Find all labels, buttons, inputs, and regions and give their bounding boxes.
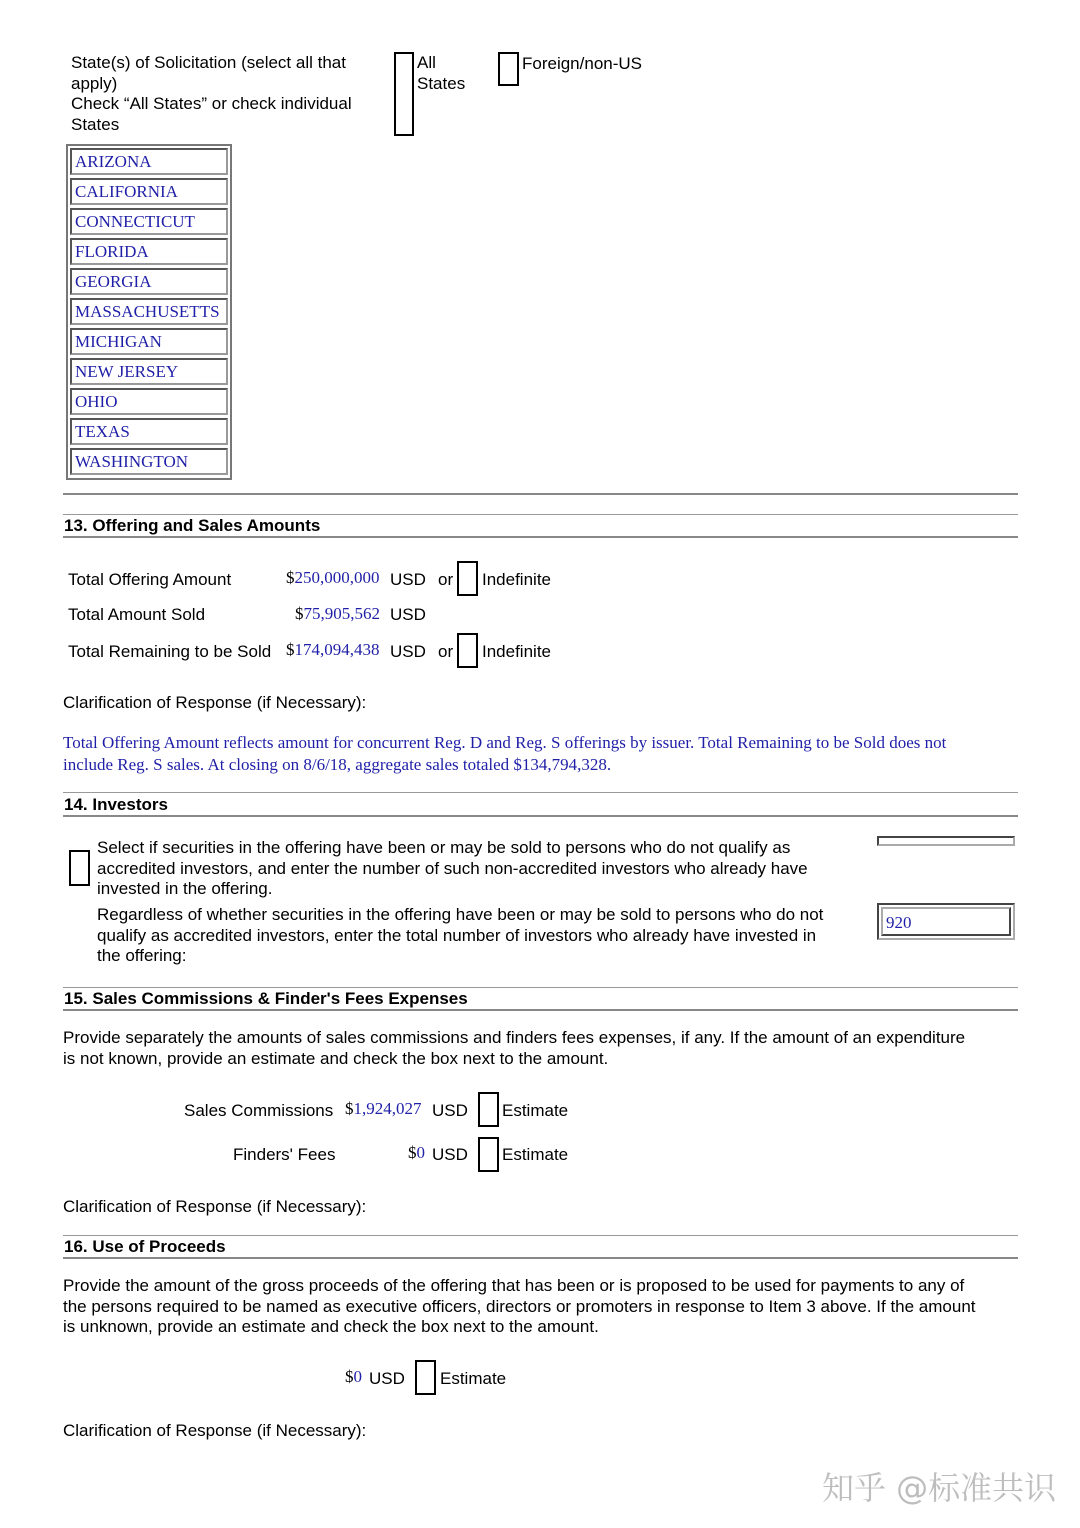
non-accredited-text	[97, 838, 808, 900]
non-accredited-count-field[interactable]	[877, 836, 1015, 846]
usd-label: USD	[390, 605, 426, 624]
state-item: FLORIDA	[70, 238, 228, 265]
section-16-intro	[63, 1276, 976, 1338]
text-line: Regardless of whether securities in the offering have been or may be sold to persons who do not	[97, 905, 824, 924]
state-item: TEXAS	[70, 418, 228, 445]
divider	[63, 792, 1018, 793]
divider	[63, 536, 1018, 538]
state-item: CONNECTICUT	[70, 208, 228, 235]
finders-fees-value: 0	[416, 1143, 425, 1162]
state-item: WASHINGTON	[70, 448, 228, 475]
clarification-line: include Reg. S sales. At closing on 8/6/18, aggregate sales totaled $134,794,328.	[63, 755, 612, 774]
divider	[63, 1009, 1018, 1011]
watermark: 知乎 @标准共识	[822, 1469, 1057, 1507]
solicitation-label-line: State(s) of Solicitation (select all that	[71, 53, 346, 72]
sales-commissions-estimate-checkbox[interactable]	[478, 1092, 499, 1127]
total-investors-field[interactable]	[877, 903, 1015, 940]
divider	[63, 1257, 1018, 1259]
currency-symbol: $	[408, 1143, 417, 1162]
state-item: CALIFORNIA	[70, 178, 228, 205]
finders-fees-label: Finders' Fees	[233, 1145, 336, 1164]
total-investors-value: 920	[886, 913, 912, 932]
state-item: GEORGIA	[70, 268, 228, 295]
estimate-label: Estimate	[440, 1369, 507, 1388]
text-line: Provide the amount of the gross proceeds of the offering that has been or is proposed to be used for payments to any of	[63, 1276, 965, 1295]
currency-symbol: $	[295, 604, 304, 623]
divider	[63, 1235, 1018, 1236]
currency-symbol: $	[286, 568, 295, 587]
all-states-label	[417, 53, 465, 94]
text-line: accredited investors, and enter the number of such non-accredited investors who already have	[97, 858, 808, 878]
sales-commissions-label: Sales Commissions	[184, 1101, 334, 1120]
section-16-title: 16. Use of Proceeds	[64, 1237, 226, 1256]
or-label: or	[438, 570, 454, 589]
state-item: MASSACHUSETTS	[70, 298, 228, 325]
estimate-label: Estimate	[502, 1145, 569, 1164]
remaining-indefinite-checkbox[interactable]	[457, 633, 478, 668]
non-accredited-checkbox[interactable]	[69, 850, 90, 886]
section-15-intro	[63, 1028, 965, 1069]
proceeds-value: 0	[353, 1367, 362, 1386]
finders-fees-amount	[408, 1143, 425, 1163]
total-offering-amount	[286, 568, 380, 588]
text-line: is not known, provide an estimate and check the box next to the amount.	[63, 1048, 609, 1068]
proceeds-amount	[345, 1367, 362, 1387]
usd-label: USD	[432, 1101, 468, 1120]
usd-label: USD	[390, 570, 426, 589]
offering-indefinite-checkbox[interactable]	[457, 561, 478, 596]
section-13-title: 13. Offering and Sales Amounts	[64, 516, 321, 535]
solicitation-label-line: States	[71, 114, 120, 134]
section-15-title: 15. Sales Commissions & Finder's Fees Expenses	[64, 989, 468, 1008]
text-line: qualify as accredited investors, enter the total number of investors who already have invested in	[97, 925, 817, 945]
total-sold-value: 75,905,562	[303, 604, 380, 623]
total-offering-label: Total Offering Amount	[68, 570, 232, 589]
clarification-label: Clarification of Response (if Necessary):	[63, 1421, 367, 1440]
clarification-label: Clarification of Response (if Necessary):	[63, 693, 367, 712]
clarification-label: Clarification of Response (if Necessary):	[63, 1197, 367, 1216]
offering-clarification	[63, 732, 946, 776]
solicitation-label-line: apply)	[71, 73, 118, 93]
text-line: is unknown, provide an estimate and check the box next to the amount.	[63, 1317, 599, 1336]
currency-symbol: $	[345, 1367, 354, 1386]
state-item: NEW JERSEY	[70, 358, 228, 385]
divider	[63, 514, 1018, 515]
section-14-title: 14. Investors	[64, 795, 168, 814]
total-investors-inner	[881, 907, 1011, 936]
finders-fees-estimate-checkbox[interactable]	[478, 1137, 499, 1172]
solicitation-label-line: Check “All States” or check individual	[71, 94, 352, 113]
clarification-line: Total Offering Amount reflects amount for concurrent Reg. D and Reg. S offerings by issuer. Total Remaining to be Sold does not	[63, 733, 947, 752]
indefinite-label: Indefinite	[482, 570, 551, 589]
currency-symbol: $	[345, 1099, 354, 1118]
total-sold-label: Total Amount Sold	[68, 605, 206, 624]
foreign-non-us-checkbox[interactable]	[498, 52, 519, 86]
total-sold-amount	[295, 604, 380, 624]
text-line: the persons required to be named as executive officers, directors or promoters in response to Item 3 above. If the amount	[63, 1296, 976, 1316]
text-line: the offering:	[97, 946, 187, 965]
indefinite-label: Indefinite	[482, 642, 551, 661]
total-remaining-label: Total Remaining to be Sold	[68, 642, 272, 661]
usd-label: USD	[390, 642, 426, 661]
all-states-label-line: States	[417, 73, 466, 93]
state-item: MICHIGAN	[70, 328, 228, 355]
state-item: OHIO	[70, 388, 228, 415]
currency-symbol: $	[286, 640, 295, 659]
state-item: ARIZONA	[70, 148, 228, 175]
total-remaining-amount	[286, 640, 380, 660]
sales-commissions-amount	[345, 1099, 422, 1119]
total-offering-value: 250,000,000	[294, 568, 380, 587]
estimate-label: Estimate	[502, 1101, 569, 1120]
all-states-label-line: All	[417, 53, 436, 72]
usd-label: USD	[369, 1369, 405, 1388]
divider	[63, 815, 1018, 817]
all-states-checkbox[interactable]	[394, 52, 414, 136]
total-investors-text	[97, 905, 823, 967]
proceeds-estimate-checkbox[interactable]	[415, 1360, 436, 1395]
or-label: or	[438, 642, 454, 661]
solicitation-label	[71, 53, 352, 135]
text-line: Provide separately the amounts of sales commissions and finders fees expenses, if any. If the amount of an expenditure	[63, 1028, 966, 1047]
divider	[63, 493, 1018, 495]
foreign-non-us-label: Foreign/non-US	[522, 54, 643, 73]
text-line: invested in the offering.	[97, 879, 273, 898]
sales-commissions-value: 1,924,027	[353, 1099, 422, 1118]
usd-label: USD	[432, 1145, 468, 1164]
text-line: Select if securities in the offering have been or may be sold to persons who do not qualify as	[97, 838, 791, 857]
divider	[63, 987, 1018, 988]
total-remaining-value: 174,094,438	[294, 640, 380, 659]
